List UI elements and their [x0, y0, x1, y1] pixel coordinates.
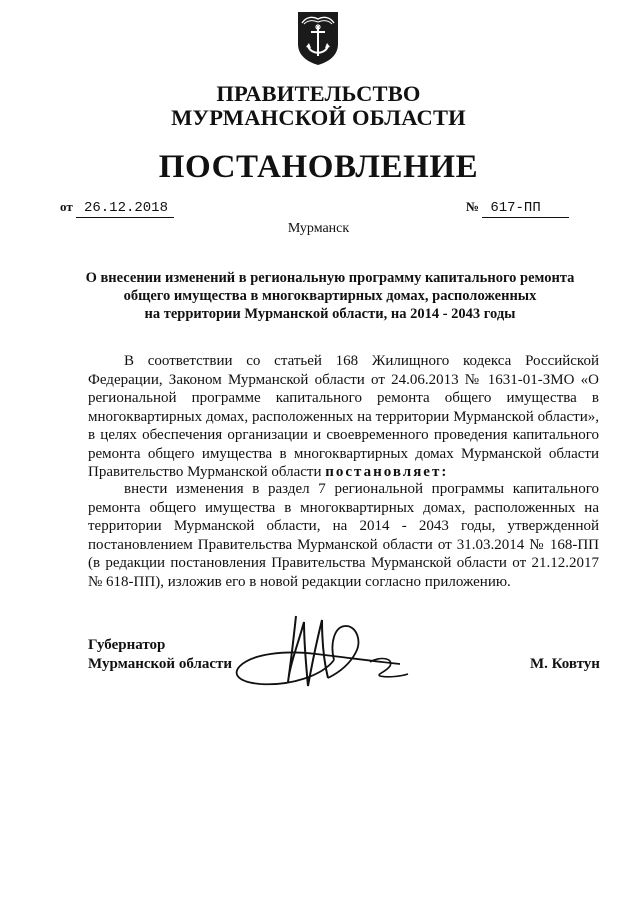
- subject-line: О внесении изменений в региональную программу капитального ремонта: [85, 270, 575, 286]
- government-title-line2: МУРМАНСКОЙ ОБЛАСТИ: [171, 105, 466, 130]
- body-paragraph-preamble: [88, 352, 599, 482]
- body-paragraph-resolution: внести изменения в раздел 7 региональной программы капитального ремонта общего имущества в многоквартирных домах, расположенных на территории Мурманской области, на 2014 - 2043 годы, утвержденной постановлением Правительства Мурманской области от 31.03.2014 № 168-ПП (в редакции постановления Правительства Мурманской области от 21.12.2017 № 618-ПП), изложив его в новой редакции согласно приложению.: [88, 481, 599, 590]
- decree-word: постановляет:: [325, 464, 449, 480]
- handwritten-signature: [230, 604, 430, 704]
- document-subject: [60, 269, 600, 323]
- signatory-name: М. Ковтун: [530, 656, 600, 672]
- document-type-title: ПОСТАНОВЛЕНИЕ: [158, 149, 479, 185]
- number-label: №: [466, 199, 480, 214]
- signatory-position-line1: Губернатор: [88, 637, 166, 653]
- document-number: [466, 198, 569, 218]
- coat-of-arms-icon: [296, 10, 340, 66]
- subject-line: общего имущества в многоквартирных домах, расположенных: [123, 288, 537, 304]
- subject-line: на территории Мурманской области, на 2014 - 2043 годы: [144, 306, 516, 322]
- date-label: от: [60, 199, 73, 214]
- number-value: 617-ПП: [482, 199, 568, 218]
- signatory-position-line2: Мурманской области: [88, 656, 233, 672]
- government-title-line1: ПРАВИТЕЛЬСТВО: [216, 81, 421, 106]
- preamble-text: В соответствии со статьей 168 Жилищного кодекса Российской Федерации, Законом Мурманской области от 24.06.2013 № 1631-01-ЗМО «О региональной программе капитального ремонта общего имущества в многоквартирных домах, расположенных на территории Мурманской области», в целях обеспечения организации и своевременного проведения капитального ремонта общего имущества в многоквартирных домах Мурманской области Правительство Мурманской области: [88, 353, 599, 480]
- city-name: Мурманск: [287, 221, 350, 236]
- date-value: 26.12.2018: [76, 199, 174, 218]
- document-date: [60, 198, 174, 218]
